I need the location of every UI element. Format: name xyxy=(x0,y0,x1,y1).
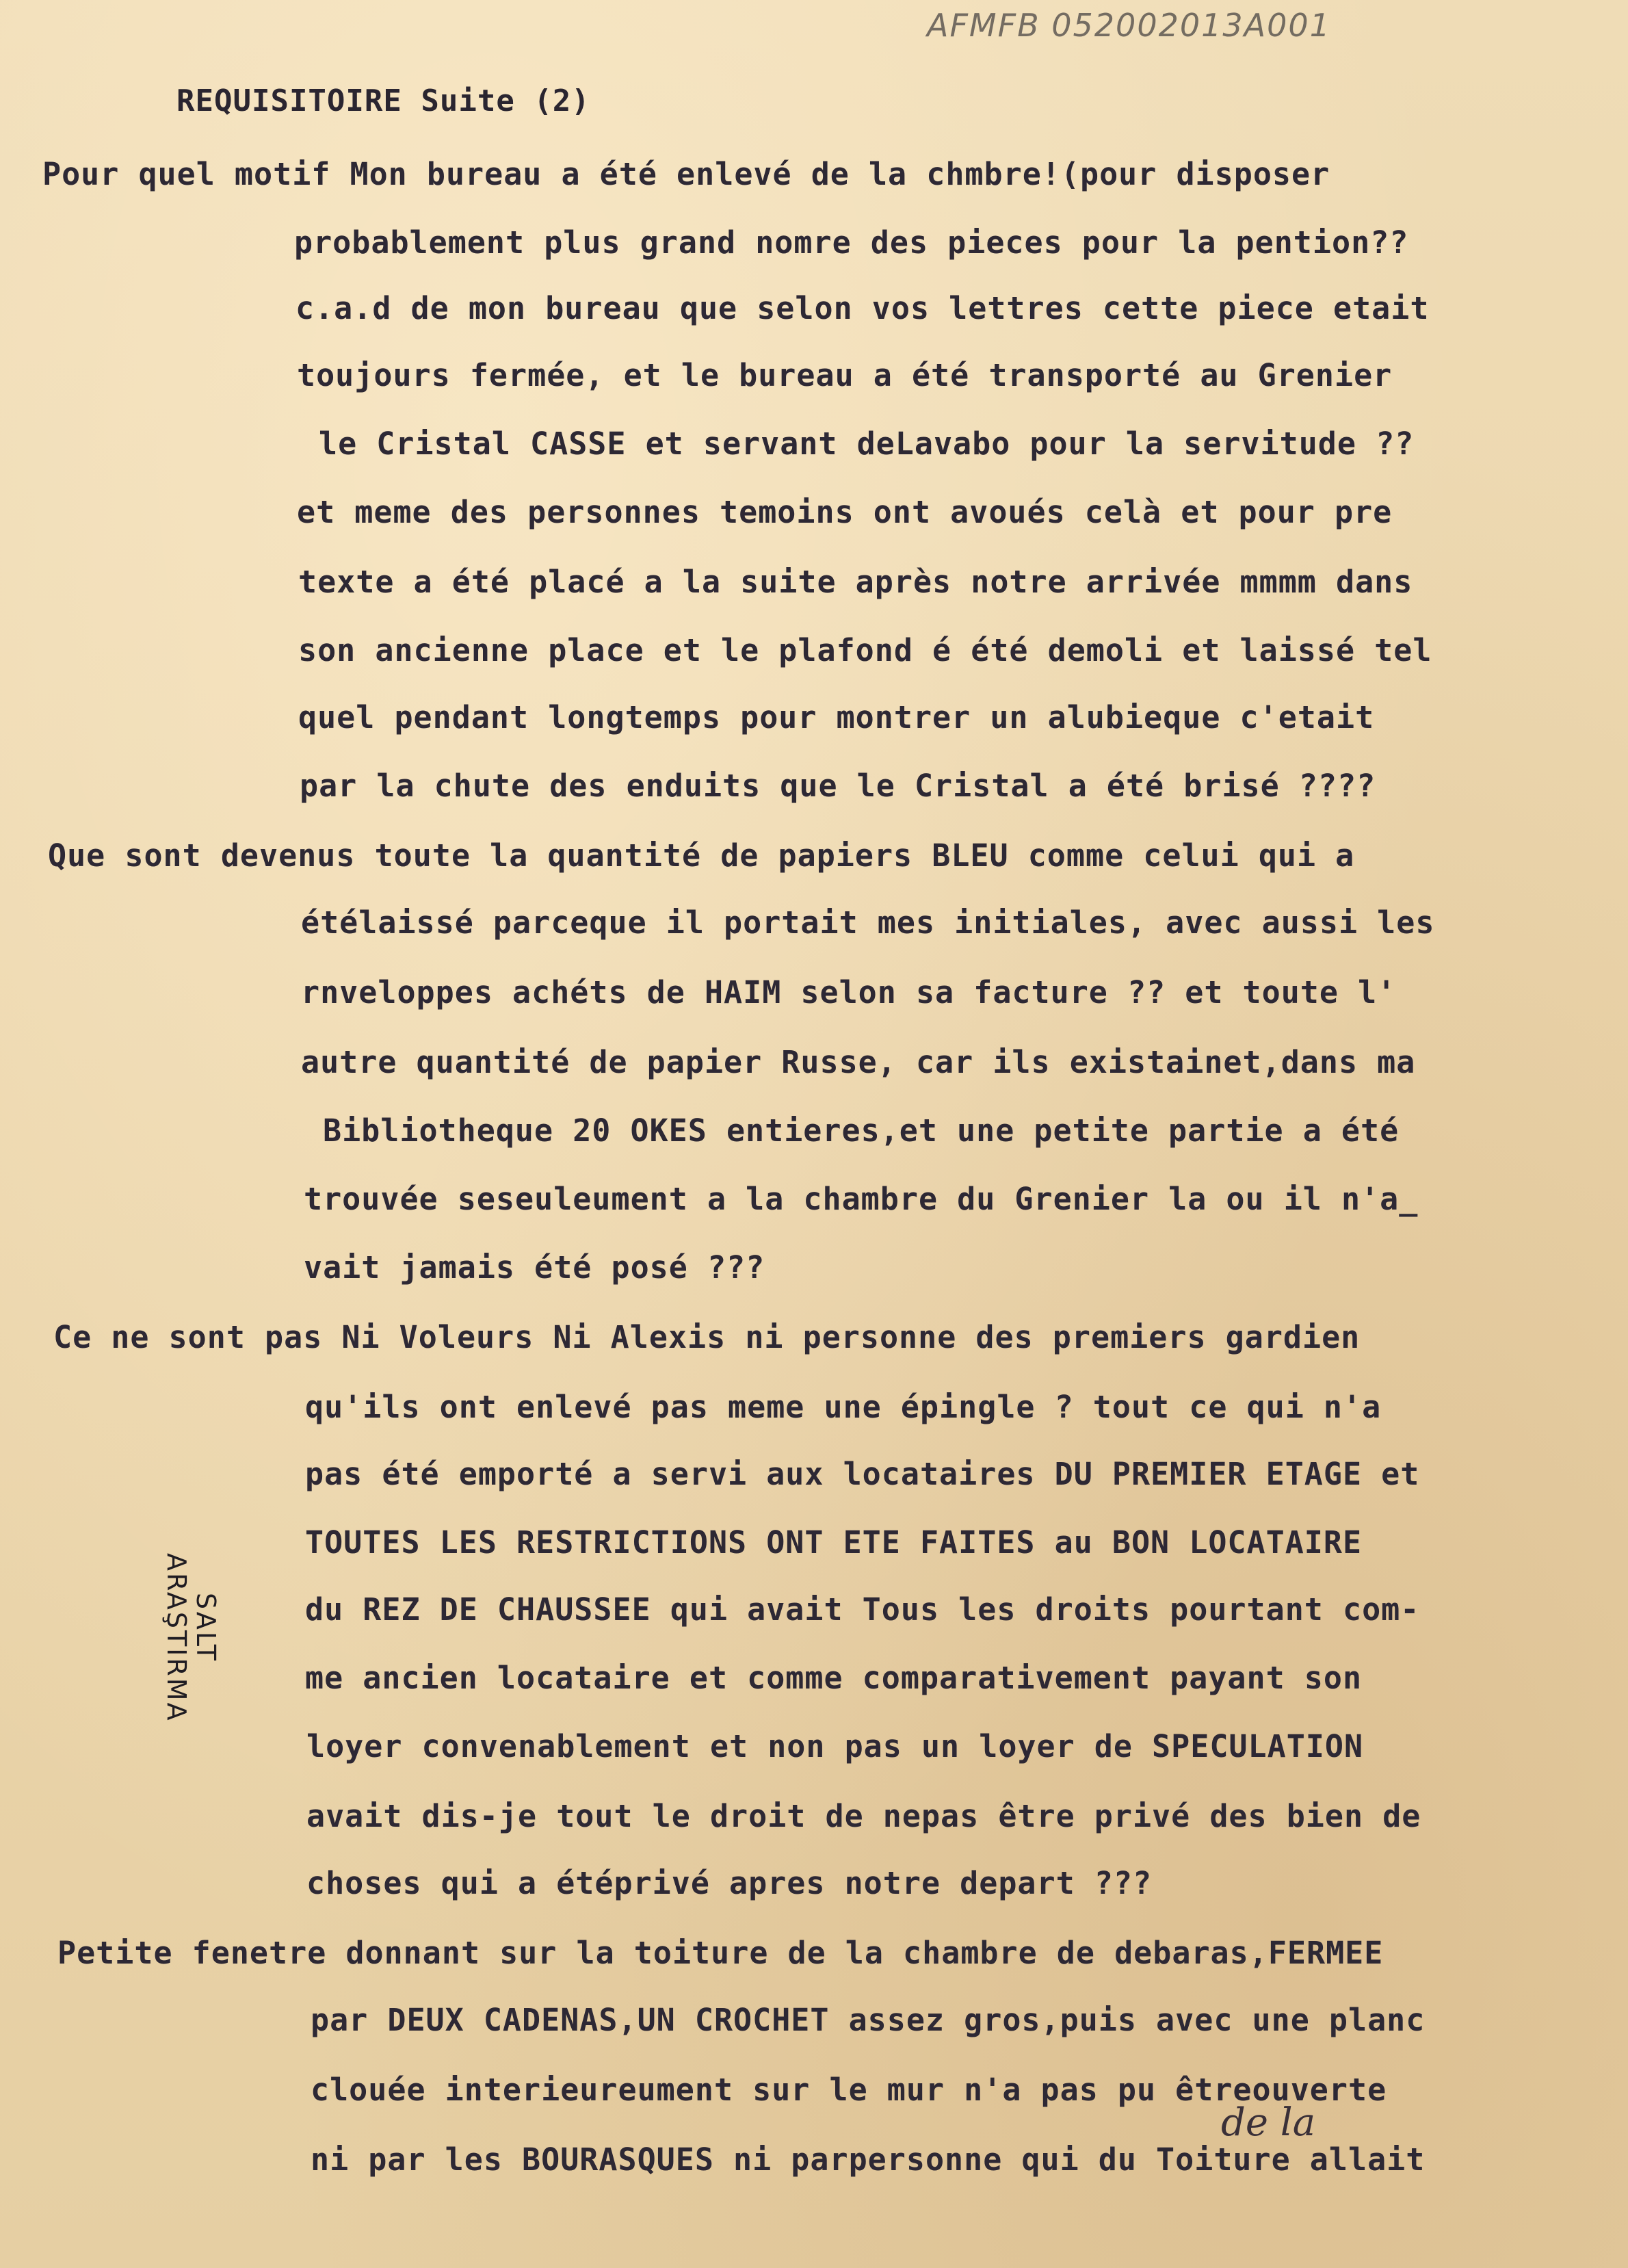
text-line: vait jamais été posé ??? xyxy=(304,1249,765,1286)
text-line: me ancien locataire et comme comparativement payant son xyxy=(305,1660,1363,1696)
text-line: Bibliotheque 20 OKES entieres,et une petite partie a été xyxy=(323,1112,1400,1149)
text-line: texte a été placé a la suite après notre arrivée mmmm dans xyxy=(298,564,1413,600)
text-line: Petite fenetre donnant sur la toiture de la chambre de debaras,FERMEE xyxy=(57,1935,1384,1971)
text-line: quel pendant longtemps pour montrer un alubieque c'etait xyxy=(298,699,1375,735)
text-line: Que sont devenus toute la quantité de papiers BLEU comme celui qui a xyxy=(48,837,1355,874)
text-line: clouée interieureument sur le mur n'a pas pu êtreouverte xyxy=(311,2072,1387,2108)
handwritten-correction: de la xyxy=(1221,2100,1316,2145)
text-line: trouvée seseuleument a la chambre du Grenier la ou il n'a_ xyxy=(304,1181,1419,1217)
archive-stamp xyxy=(120,1553,257,1731)
text-line: par DEUX CADENAS,UN CROCHET assez gros,puis avec une planc xyxy=(311,2002,1426,2038)
text-line: étélaissé parceque il portait mes initiales, avec aussi les xyxy=(301,904,1435,941)
text-line: et meme des personnes temoins ont avoués celà et pour pre xyxy=(297,494,1393,530)
text-line: choses qui a étéprivé apres notre depart ??? xyxy=(306,1865,1153,1901)
text-line: pas été emporté a servi aux locataires DU PREMIER ETAGE et xyxy=(305,1456,1420,1492)
text-line: Pour quel motif Mon bureau a été enlevé de la chmbre!(pour disposer xyxy=(42,156,1330,192)
text-line: rnveloppes achéts de HAIM selon sa facture ?? et toute l' xyxy=(301,974,1397,1011)
text-line: toujours fermée, et le bureau a été transporté au Grenier xyxy=(297,357,1393,393)
text-line: ni par les BOURASQUES ni parpersonne qui du Toiture allait xyxy=(311,2141,1426,2178)
stamp-line-1: SALT xyxy=(191,1593,221,1663)
text-line: par la chute des enduits que le Cristal a été brisé ???? xyxy=(300,768,1376,804)
text-line: probablement plus grand nomre des pieces pour la pention?? xyxy=(294,224,1409,261)
text-line: Ce ne sont pas Ni Voleurs Ni Alexis ni personne des premiers gardien xyxy=(53,1319,1361,1355)
text-line: TOUTES LES RESTRICTIONS ONT ETE FAITES au BON LOCATAIRE xyxy=(305,1524,1363,1561)
text-line: autre quantité de papier Russe, car ils existainet,dans ma xyxy=(301,1044,1416,1080)
text-line: du REZ DE CHAUSSEE qui avait Tous les droits pourtant com- xyxy=(305,1591,1420,1628)
text-line: son ancienne place et le plafond é été demoli et laissé tel xyxy=(298,632,1432,668)
text-line: le Cristal CASSE et servant deLavabo pour la servitude ?? xyxy=(319,426,1415,462)
document-heading: REQUISITOIRE Suite (2) xyxy=(176,83,590,118)
text-line: c.a.d de mon bureau que selon vos lettres cette piece etait xyxy=(296,290,1430,326)
text-line: qu'ils ont enlevé pas meme une épingle ? tout ce qui n'a xyxy=(305,1389,1382,1425)
text-line: avait dis-je tout le droit de nepas être privé des bien de xyxy=(306,1798,1421,1834)
stamp-line-2: ARAŞTIRMA xyxy=(161,1553,192,1723)
archive-reference: AFMFB 052002013A001 xyxy=(927,7,1331,44)
text-line: loyer convenablement et non pas un loyer de SPECULATION xyxy=(306,1728,1364,1764)
